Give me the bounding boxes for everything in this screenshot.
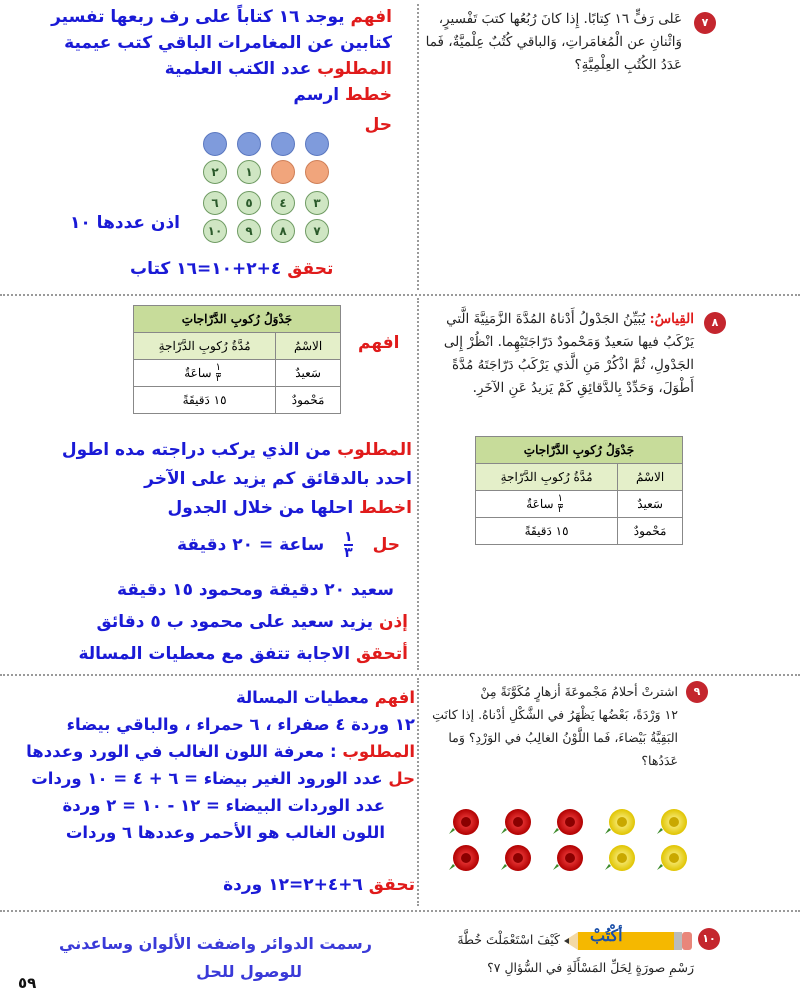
question-10-text-2	[394, 956, 694, 979]
table-header: مُدَّةُ رُكوبِ الدَّرّاجةِ	[134, 333, 276, 360]
column-divider	[417, 298, 419, 670]
q9-answer	[3, 684, 415, 846]
yellow-rose-icon	[657, 845, 687, 871]
table-cell: مَحْمودٌ	[618, 518, 683, 545]
solve-line-2: عدد الوردات البيضاء = ١٢ - ١٠ = ٢ وردة	[62, 796, 385, 815]
section-divider	[0, 294, 800, 296]
question-line: عَدَدُ الكُتُبِ العِلْمِيَّةِ؟	[574, 57, 682, 73]
q8-answer-lower	[8, 574, 408, 670]
question-line: اشترتْ أحلامُ مَجْموعَةَ أزهارٍ مُكَوَّنَةً مِنْ	[480, 684, 678, 699]
required-text: من الذي يركب دراجته مده اطول	[61, 440, 332, 460]
table-title: جَدْوَلُ رُكوبِ الدَّرّاجاتِ	[134, 306, 341, 333]
circle: ١	[237, 160, 261, 184]
question-9-text	[388, 680, 678, 772]
required-line-2: احدد بالدقائق كم يزيد على الآخر	[144, 469, 412, 489]
column-divider	[417, 678, 419, 906]
table-cell: $\frac{١}{٣}$ ساعَةٌ	[134, 360, 276, 387]
red-rose-icon	[501, 809, 531, 835]
understand-line-2: كتابين عن المغامرات الباقي كتب عيمية	[64, 33, 392, 53]
check-text: ٤+٢+١٠=١٦ كتاب	[130, 259, 282, 279]
table-cell: ١٥ دَقيقَةً	[134, 387, 276, 414]
table-cell: سَعيدٌ	[618, 491, 683, 518]
section-divider	[0, 910, 800, 912]
red-rose-icon	[553, 845, 583, 871]
red-rose-icon	[501, 845, 531, 871]
flowers-illustration	[440, 806, 700, 876]
pencil-icon	[564, 928, 694, 954]
then-label: إذن	[378, 612, 408, 632]
understand-label: افهم	[350, 7, 392, 27]
understand-label: افهم	[358, 333, 400, 353]
check-text: ٦+٤+٢=١٢ وردة	[223, 875, 363, 895]
solve-line-3: اللون الغالب هو الأحمر وعددها ٦ وردات	[65, 823, 385, 842]
yellow-rose-icon	[657, 809, 687, 835]
table-cell: ١٥ دَقيقَةً	[476, 518, 618, 545]
required-text: : معرفة اللون الغالب في الورد وعددها	[26, 742, 337, 761]
solve-label: حل	[388, 769, 415, 788]
solve-label: حل	[364, 115, 392, 135]
solve-text: ساعة = ٢٠ دقيقة	[177, 535, 325, 555]
check-label: أتحقق	[355, 644, 408, 664]
circle: ٤	[271, 191, 295, 215]
question-line: الجَدْولِ، ثُمَّ اذْكُرْ مَنِ الَّذي يَرْكَبُ دَرّاجَتَهُ مُدَّةً	[451, 357, 694, 373]
question-number-badge: ٩	[686, 681, 708, 703]
circle: ٥	[237, 191, 261, 215]
solve-label: حل	[372, 535, 400, 555]
circle	[203, 132, 227, 156]
plan-label: خطط	[344, 85, 392, 105]
circle	[271, 160, 295, 184]
page-number: ٥٩	[18, 974, 37, 992]
q10-answer	[12, 930, 372, 986]
write-label: أكْتُبْ	[590, 926, 623, 945]
answer-line-2: للوصول للحل	[196, 962, 302, 981]
check-label: تحقق	[368, 875, 415, 895]
plan-label: اخطط	[359, 498, 412, 518]
yellow-rose-icon	[605, 845, 635, 871]
circle: ٧	[305, 219, 329, 243]
question-line: كَيْفَ اسْتَعْمَلْتَ خُطَّةَ	[457, 932, 560, 947]
question-lead: القِياسُ:	[649, 311, 694, 327]
q8-solve	[177, 530, 400, 560]
question-number-badge: ١٠	[698, 928, 720, 950]
circle	[305, 132, 329, 156]
ride-table-copy	[133, 305, 341, 414]
then-text: يزيد سعيد على محمود ب ٥ دقائق	[96, 612, 374, 632]
required-label: المطلوب	[317, 59, 392, 79]
table-header: الاسْمُ	[276, 333, 341, 360]
solve-line-1: عدد الورود الغير بيضاء = ٦ + ٤ = ١٠ وردات	[31, 769, 383, 788]
circle: ٣	[305, 191, 329, 215]
check-text: الاجابة تتفق مع معطيات المسالة	[78, 644, 351, 664]
understand-text: يوجد ١٦ كتاباً على رف ربعها تفسير	[51, 7, 345, 27]
table-title: جَدْوَلُ رُكوبِ الدَّرّاجاتِ	[476, 437, 683, 464]
plan-text: احلها من خلال الجدول	[167, 498, 354, 518]
question-number-badge: ٨	[704, 312, 726, 334]
red-rose-icon	[553, 809, 583, 835]
question-line: وَاثْنانِ عن الْمُغامَراتِ، وَالباقي كُتُبٌ عِلْميَّةٌ، فَما	[425, 34, 682, 50]
understand-text: معطيات المسالة	[235, 688, 369, 707]
table-cell: سَعيدٌ	[276, 360, 341, 387]
column-divider	[417, 4, 419, 290]
circle: ١٠	[203, 219, 227, 243]
yellow-rose-icon	[605, 809, 635, 835]
question-line: عَلى رَفٍّ ١٦ كِتابًا. إِذا كانَ رُبُعُها كتبَ تَفْسيرٍ،	[438, 11, 682, 27]
required-label: المطلوب	[337, 440, 412, 460]
question-number-badge: ٧	[694, 12, 716, 34]
table-cell: $\frac{١}{٣}$ ساعَةٌ	[476, 491, 618, 518]
circle: ٦	[203, 191, 227, 215]
circle: ٢	[203, 160, 227, 184]
question-line: أَطْوَلَ، وَحَدِّدْ بِالدَّقائِقِ كَمْ يَزيدُ عَنِ الآخَرِ.	[472, 380, 694, 396]
understand-label: افهم	[374, 688, 415, 707]
section-divider	[0, 674, 800, 676]
circle: ٨	[271, 219, 295, 243]
required-text: عدد الكتب العلمية	[164, 59, 312, 79]
fraction: $\frac{١}{٣}$	[344, 529, 353, 561]
ride-table-book	[475, 436, 683, 545]
q7-check	[130, 256, 333, 282]
question-line: رَسْمِ صورَةٍ لِحَلِّ المَسْأَلَةِ في السُّؤالِ ٧؟	[487, 960, 694, 975]
question-7-text	[382, 8, 682, 77]
q8-answer	[12, 436, 412, 523]
question-line: يُبَيِّنُ الجَدْولُ أَدْناهُ المُدَّةَ الزَّمَنِيَّةَ الَّتي	[446, 311, 646, 327]
table-header: الاسْمُ	[618, 464, 683, 491]
table-header: مُدَّةُ رُكوبِ الدَّرّاجةِ	[476, 464, 618, 491]
question-8-text	[394, 308, 694, 400]
given-line: ١٢ وردة ٤ صفراء ، ٦ حمراء ، والباقي بيضاء	[66, 715, 415, 734]
red-rose-icon	[449, 809, 479, 835]
table-cell: مَحْمودٌ	[276, 387, 341, 414]
question-line: البَقِيَّةُ بَيْضاءَ، فَما اللَّوْنُ الغالِبُ في الوَرْدِ؟ وَما	[448, 730, 678, 745]
circle	[271, 132, 295, 156]
question-line: ١٢ وَرْدَةً، بَعْضُها يَظْهَرُ في الشَّكْلِ أدْناهُ. إذا كانَتِ	[432, 707, 678, 722]
question-line: يَرْكَبُ فيها سَعيدٌ وَمَحْمودٌ دَرّاجَتَيْهِما. انْظُرْ إِلى	[443, 334, 694, 350]
question-10-text	[390, 928, 560, 951]
circle: ٩	[237, 219, 261, 243]
required-label: المطلوب	[342, 742, 415, 761]
red-rose-icon	[449, 845, 479, 871]
question-line: عَدَدُها؟	[641, 753, 678, 768]
answer-line-1: رسمت الدوائر واضفت الألوان وساعدني	[59, 934, 372, 953]
circle	[305, 160, 329, 184]
q9-check	[223, 872, 415, 898]
compare-line: سعيد ٢٠ دقيقة ومحمود ١٥ دقيقة	[116, 580, 394, 600]
check-label: تحقق	[287, 259, 334, 279]
result-text: اذن عددها ١٠	[70, 213, 180, 233]
q7-answer	[12, 4, 392, 138]
plan-text: ارسم	[293, 85, 340, 105]
circle	[237, 132, 261, 156]
